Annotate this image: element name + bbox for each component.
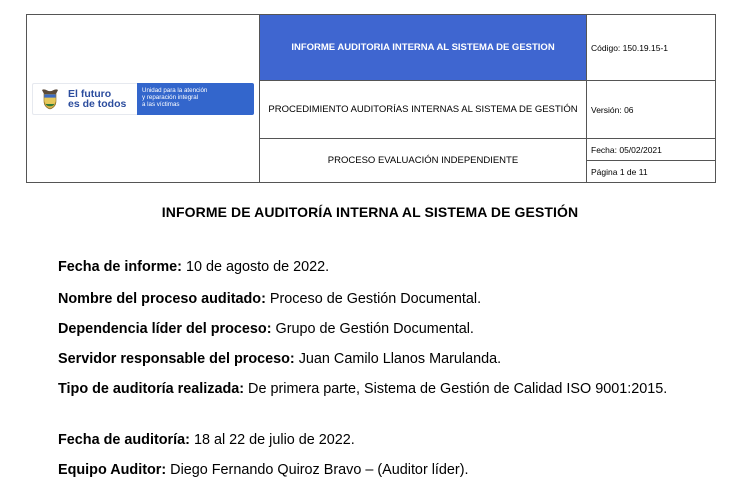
responsible-value: Juan Camilo Llanos Marulanda. [294, 351, 502, 367]
process-name: PROCESO EVALUACIÓN INDEPENDIENTE [260, 139, 587, 183]
document-version: Versión: 06 [587, 81, 716, 139]
logo-slogan-line1: El futuro [68, 87, 112, 100]
responsible-label: Servidor responsable del proceso: [58, 351, 295, 367]
field-dependency [58, 320, 474, 338]
date-page-cell [587, 139, 716, 183]
field-report-date [58, 258, 329, 276]
audit-date-value: 18 al 22 de julio de 2022. [189, 432, 355, 448]
logo-unit-line2: y reparación integral [142, 94, 199, 102]
logo-unit-line1: Unidad para la atención [142, 87, 208, 95]
document-date: Fecha: 05/02/2021 [591, 144, 662, 155]
audit-date-label: Fecha de auditoría: [58, 432, 190, 448]
procedure-name: PROCEDIMIENTO AUDITORÍAS INTERNAS AL SISTEMA DE GESTIÓN [260, 81, 587, 139]
audit-type-value: De primera parte, Sistema de Gestión de Calidad ISO 9001:2015. [244, 381, 668, 397]
field-audit-type [58, 380, 698, 398]
audit-type-label: Tipo de auditoría realizada: [58, 381, 245, 397]
field-responsible [58, 350, 501, 368]
field-audit-date [58, 431, 355, 449]
logo-cell [27, 15, 260, 183]
process-label: Nombre del proceso auditado: [58, 291, 266, 307]
dependency-label: Dependencia líder del proceso: [58, 321, 272, 337]
process-value: Proceso de Gestión Documental. [265, 291, 482, 307]
logo-unit-line3: a las víctimas [142, 100, 180, 108]
page-number: Página 1 de 11 [587, 160, 715, 182]
report-date-label: Fecha de informe: [58, 259, 182, 275]
team-label: Equipo Auditor: [58, 462, 167, 478]
document-header-table [26, 14, 716, 183]
dependency-value: Grupo de Gestión Documental. [271, 321, 474, 337]
team-value: Diego Fernando Quiroz Bravo – (Auditor líder). [166, 462, 469, 478]
report-date-value: 10 de agosto de 2022. [181, 259, 330, 275]
document-title: INFORME DE AUDITORÍA INTERNA AL SISTEMA DE GESTIÓN [161, 204, 579, 220]
field-process [58, 290, 481, 308]
logo-slogan-line2: es de todos [68, 97, 127, 110]
coat-of-arms-icon [38, 87, 62, 111]
field-audit-team [58, 461, 469, 479]
header-title: INFORME AUDITORIA INTERNA AL SISTEMA DE GESTION [260, 15, 587, 81]
document-code: Código: 150.19.15-1 [587, 15, 716, 81]
organization-logo [32, 83, 254, 115]
